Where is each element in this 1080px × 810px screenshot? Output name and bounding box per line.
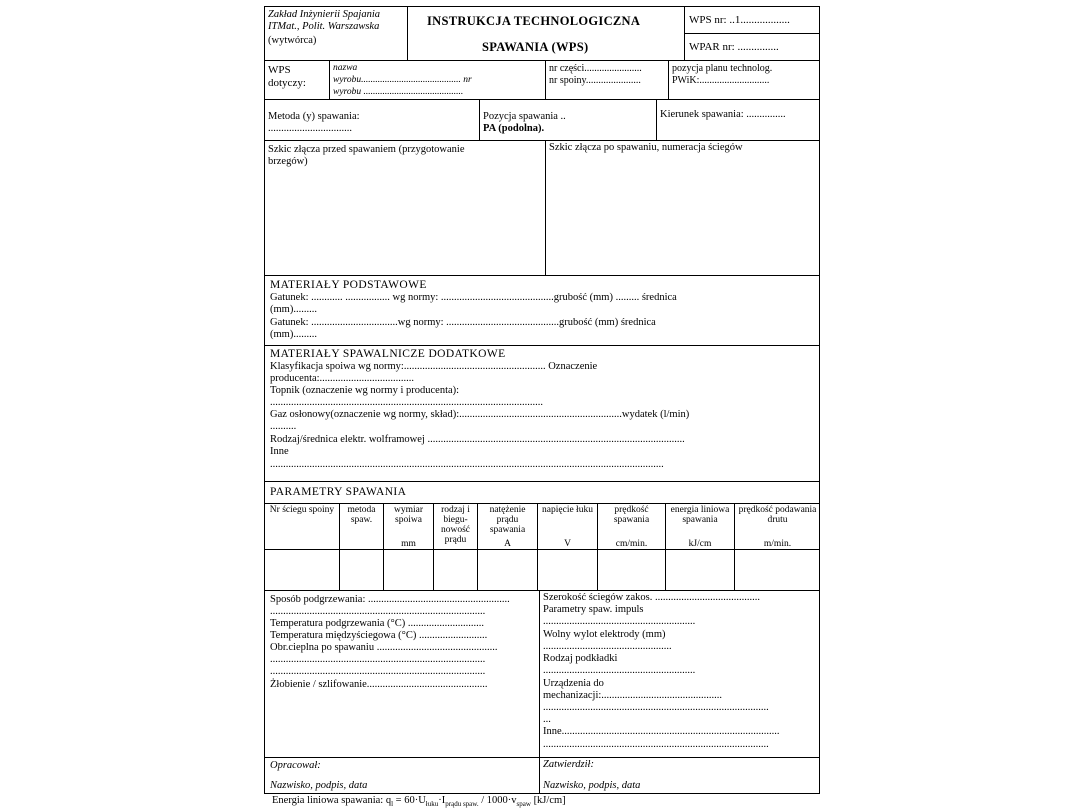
other-label: Inne <box>270 446 289 457</box>
param-col-header <box>667 505 733 549</box>
param-col-header <box>266 505 338 549</box>
position-label: Pozycja spawania .. <box>483 111 566 122</box>
param-col-title: natężenie prądu spawania <box>489 505 526 535</box>
param-col-unit: A <box>504 539 511 549</box>
wps-dotyczy-label-2: dotyczy: <box>268 77 306 89</box>
position-value: PA (podolna). <box>483 123 545 134</box>
shielding-gas: Gaz osłonowy(oznaczenie wg normy, skład):..............................................................wydatek (l/min) <box>270 409 690 420</box>
param-col-header <box>736 505 819 549</box>
formula-sub: spaw <box>516 800 531 809</box>
param-col-unit: cm/min. <box>615 539 648 549</box>
shielding-gas-dots: .......... <box>270 421 297 432</box>
detail-line: Urządzenia do <box>543 678 604 689</box>
parameters-table-header-bottom <box>264 549 820 550</box>
sketch-after-cell <box>545 140 820 276</box>
col-divider <box>383 503 384 591</box>
detail-line: ...................................................................................... <box>543 739 769 750</box>
param-col-header <box>385 505 432 549</box>
weld-number: nr spoiny...................... <box>549 75 641 86</box>
filler-materials-heading: MATERIAŁY SPAWALNICZE DODATKOWE <box>270 348 506 360</box>
detail-line: Szerokość ściegów zakos. ........................................ <box>543 592 760 603</box>
formula-text: ·I <box>438 795 446 806</box>
param-col-title: wymiar spoiwa <box>393 505 424 525</box>
pwik: PWiK:............................ <box>672 75 770 86</box>
base-material-row2: Gatunek: .................................wg normy: ...........................................grubość (mm) średnica <box>270 317 656 328</box>
formula-text: = 60·U <box>393 795 426 806</box>
base-material-row1: Gatunek: ............ ................. wg normy: ...........................................grubość (mm) ......... średnica <box>270 292 677 303</box>
param-col-header <box>479 505 536 549</box>
detail-line: Wolny wylot elektrody (mm) <box>543 629 666 640</box>
formula-sub: l <box>391 800 394 809</box>
sketch-before-label-2: brzegów) <box>268 156 308 167</box>
detail-line: mechanizacji:.............................................. <box>543 690 723 701</box>
param-col-header <box>341 505 382 549</box>
formula-text: [kJ/cm] <box>530 795 566 806</box>
detail-line: Parametry spaw. impuls <box>543 604 644 615</box>
form-title-line1: INSTRUKCJA TECHNOLOGICZNA <box>427 14 641 28</box>
form-title-line2: SPAWANIA (WPS) <box>482 40 589 54</box>
param-col-title: prędkość spawania <box>613 505 650 525</box>
product-name-nr: wyrobu.......................................... nr <box>333 75 472 85</box>
method-label: Metoda (y) spawania: <box>268 111 360 122</box>
filler-producer: producenta:.................................... <box>270 373 415 384</box>
detail-line: ... <box>543 714 551 725</box>
detail-line: Inne................................................................................... <box>543 726 780 737</box>
col-divider <box>339 503 340 591</box>
org-name-line1: Zakład Inżynierii Spajania <box>268 9 380 20</box>
org-name-line2: ITMat., Polit. Warszawska <box>268 21 380 32</box>
param-col-title: energia liniowa spawania <box>670 505 730 525</box>
prepared-by-label: Opracował: <box>270 760 321 771</box>
param-col-unit: V <box>564 539 571 549</box>
formula-text: / 1000·v <box>478 795 517 806</box>
detail-line: Sposób podgrzewania: ...................................................... <box>270 594 510 605</box>
formula-text: Energia liniowa spawania: q <box>272 795 392 806</box>
wps-dotyczy-label-1: WPS <box>268 64 291 76</box>
base-materials-heading: MATERIAŁY PODSTAWOWE <box>270 279 427 291</box>
param-col-unit: m/min. <box>763 539 792 549</box>
detail-line: Temperatura międzyściegowa (°C) .......................... <box>270 630 488 641</box>
other-dots: ...................................................................................................................................................... <box>270 459 664 470</box>
part-number: nr części....................... <box>549 63 642 74</box>
org-role: (wytwórca) <box>268 35 317 46</box>
flux-label: Topnik (oznaczenie wg normy i producenta): <box>270 385 460 396</box>
detail-line: .................................................................................. <box>270 606 486 617</box>
param-col-title: rodzaj i biegu-nowość prądu <box>440 505 471 545</box>
tungsten-electrode: Rodzaj/średnica elektr. wolframowej .................................................................................................. <box>270 434 685 445</box>
formula-sub: prądu spaw. <box>445 800 479 809</box>
sketch-before-label-1: Szkic złącza przed spawaniem (przygotowanie <box>268 144 465 155</box>
direction-label: Kierunek spawania: ............... <box>660 109 786 120</box>
col-divider <box>477 503 478 591</box>
prepared-by-signature: Nazwisko, podpis, data <box>270 780 368 791</box>
param-col-title: Nr ściegu spoiny <box>269 505 335 515</box>
detail-line: .................................................................................. <box>270 666 486 677</box>
param-col-unit: mm <box>401 539 416 549</box>
detail-line: Temperatura podgrzewania (°C) ............................. <box>270 618 484 629</box>
detail-line: .................................................................................. <box>270 654 486 665</box>
detail-line: ...................................................................................... <box>543 702 769 713</box>
base-material-row1b: (mm)......... <box>270 304 317 315</box>
detail-line: ................................................. <box>543 641 672 652</box>
param-col-header <box>435 505 476 549</box>
col-divider <box>665 503 666 591</box>
plan-position: pozycja planu technolog. <box>672 63 773 74</box>
col-divider <box>537 503 538 591</box>
parameters-heading: PARAMETRY SPAWANIA <box>270 486 407 498</box>
formula-sub: łuku <box>425 800 439 809</box>
detail-line: Rodzaj podkładki <box>543 653 618 664</box>
detail-line: Żłobienie / szlifowanie.............................................. <box>270 679 488 690</box>
param-col-header <box>539 505 596 549</box>
parameters-table-top <box>264 503 820 504</box>
detail-line: .......................................................... <box>543 616 696 627</box>
base-material-row2b: (mm)......... <box>270 329 317 340</box>
sketch-after-label: Szkic złącza po spawaniu, numeracja ściegów <box>549 142 743 153</box>
col-divider <box>597 503 598 591</box>
param-col-title: prędkość podawania drutu <box>738 505 817 525</box>
param-col-unit: kJ/cm <box>688 539 712 549</box>
detail-line: Obr.cieplna po spawaniu .............................................. <box>270 642 498 653</box>
product-name-line3: wyrobu .......................................... <box>333 87 464 97</box>
method-dots: ................................ <box>268 123 352 134</box>
heat-input-formula <box>272 795 566 810</box>
param-col-title: napięcie łuku <box>542 505 593 515</box>
filler-classification: Klasyfikacja spoiwa wg normy:...................................................... Oznaczenie <box>270 361 598 372</box>
approved-by-signature: Nazwisko, podpis, data <box>543 780 641 791</box>
detail-line: .......................................................... <box>543 665 696 676</box>
param-col-title: metoda spaw. <box>347 505 376 525</box>
approved-by-label: Zatwierdził: <box>543 759 594 770</box>
wps-number: WPS nr: ..1.................. <box>689 14 790 26</box>
col-divider <box>433 503 434 591</box>
flux-dots: ........................................................................................................ <box>270 397 543 408</box>
col-divider <box>734 503 735 591</box>
wpar-number: WPAR nr: ............... <box>689 41 779 53</box>
product-name-label: nazwa <box>333 63 358 73</box>
param-col-header <box>599 505 664 549</box>
